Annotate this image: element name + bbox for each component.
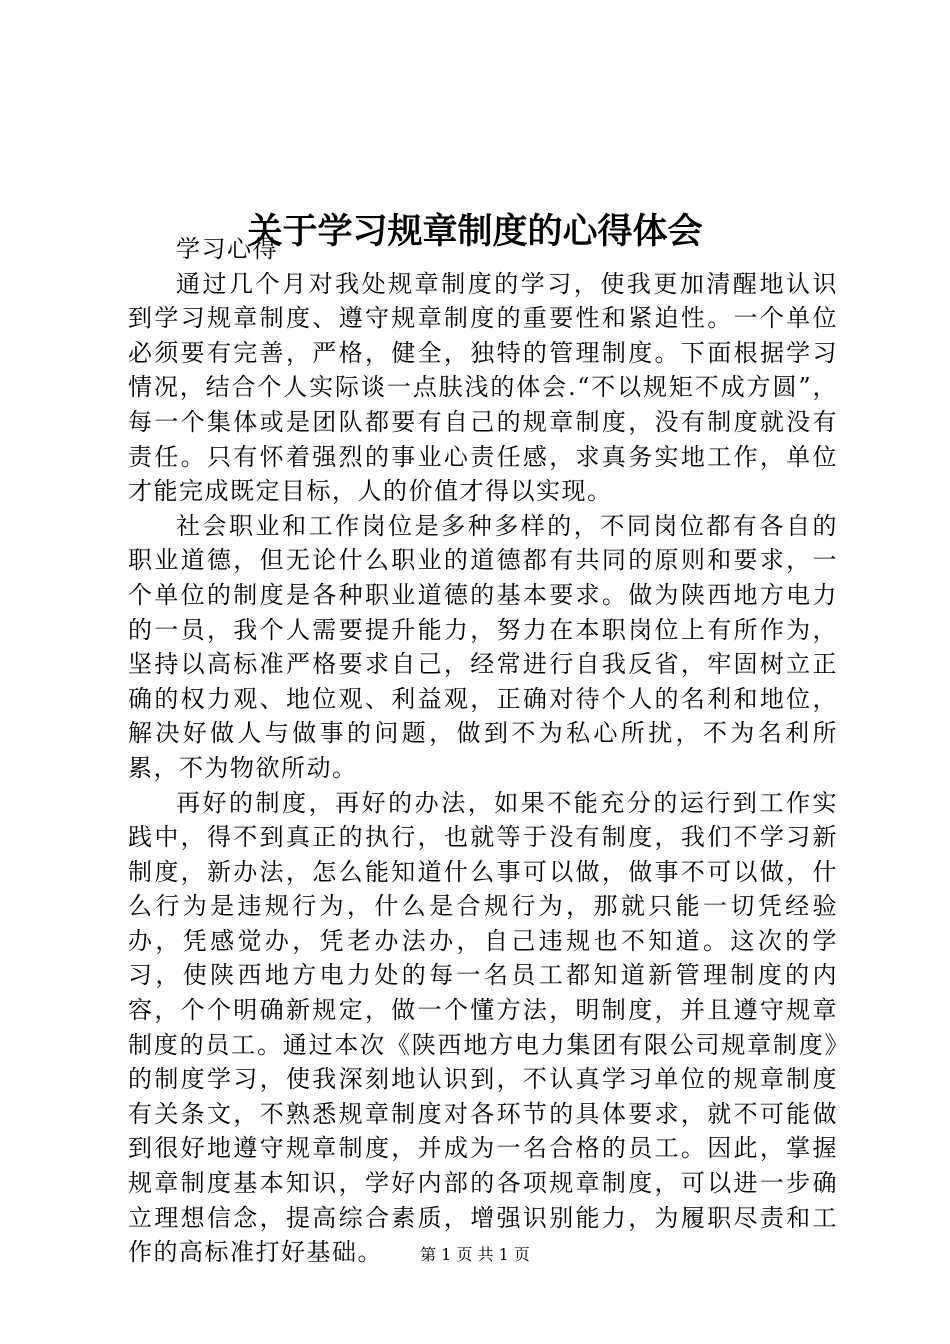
subheading: 学习心得 xyxy=(176,235,278,263)
paragraph-3: 再好的制度，再好的办法，如果不能充分的运行到工作实践中，得不到真正的执行，也就等于没有制度，我们不学习新制度，新办法，怎么能知道什么事可以做，做事不可以做，什么行为是违规行为，什么是合规行为，那就只能一切凭经验办，凭感觉办，凭老办法办，自己违规也不知道。这次的学习，使陕西地方电力处的每一名员工都知道新管理制度的内容，个个明确新规定，做一个懂方法，明制度，并且遵守规章制度的员工。通过本次《陕西地方电力集团有限公司规章制度》的制度学习，使我深刻地认识到，不认真学习单位的规章制度有关条文，不熟悉规章制度对各环节的具体要求，就不可能做到很好地遵守规章制度，并成为一名合格的员工。因此，掌握规章制度基本知识，学好内部的各项规章制度，可以进一步确立理想信念，提高综合素质，增强识别能力，为履职尽责和工作的高标准打好基础。 xyxy=(128,788,838,1267)
document-title: 关于学习规章制度的心得体会 xyxy=(247,212,703,253)
paragraph-1: 通过几个月对我处规章制度的学习，使我更加清醒地认识到学习规章制度、遵守规章制度的重要性和紧迫性。一个单位必须要有完善，严格，健全，独特的管理制度。下面根据学习情况，结合个人实际谈一点肤浅的体会.“不以规矩不成方圆”，每一个集体或是团队都要有自己的规章制度，没有制度就没有责任。只有怀着强烈的事业心责任感，求真务实地工作，单位才能完成既定目标，人的价值才得以实现。 xyxy=(128,269,838,506)
document-body xyxy=(128,232,838,1270)
paragraph-2: 社会职业和工作岗位是多种多样的，不同岗位都有各自的职业道德，但无论什么职业的道德都有共同的原则和要求，一个单位的制度是各种职业道德的基本要求。做为陕西地方电力的一员，我个人需要提升能力，努力在本职岗位上有所作为，坚持以高标准严格要求自己，经常进行自我反省，牢固树立正确的权力观、地位观、利益观，正确对待个人的名利和地位，解决好做人与做事的问题，做到不为私心所扰，不为名利所累，不为物欲所动。 xyxy=(128,511,838,782)
page-number-footer: 第 1 页 共 1 页 xyxy=(420,1245,530,1264)
